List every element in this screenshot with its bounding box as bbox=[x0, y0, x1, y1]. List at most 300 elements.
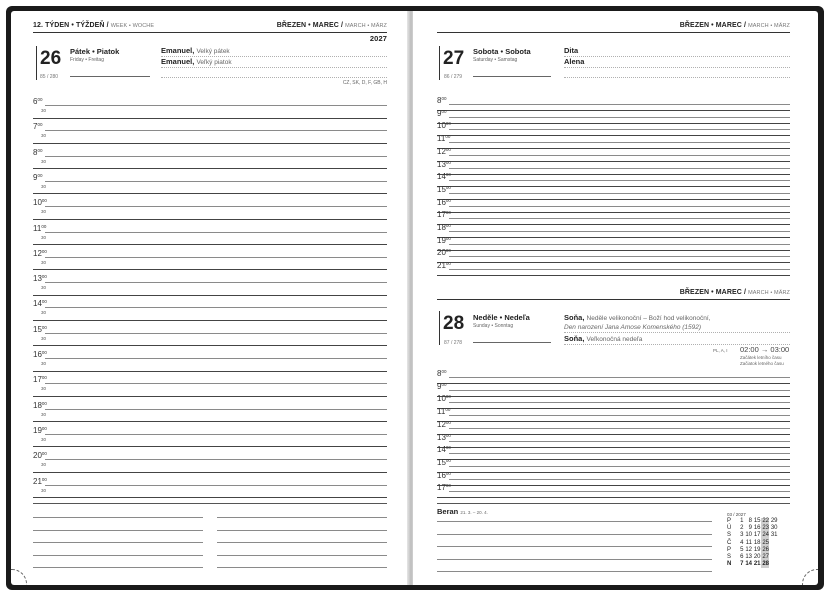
name-sk: Alena bbox=[564, 57, 585, 66]
half-hour-label: 30 bbox=[41, 487, 47, 493]
name-sk: Soňa, bbox=[564, 334, 585, 343]
hour-minutes: 00 bbox=[445, 121, 451, 127]
hour-line bbox=[45, 282, 387, 283]
hour-minutes: 00 bbox=[41, 400, 47, 406]
calendar-row bbox=[727, 518, 778, 525]
hour-line-bold bbox=[437, 497, 790, 498]
hour-minutes: 00 bbox=[41, 248, 47, 254]
hour-number: 9 bbox=[437, 381, 442, 391]
month-sublabel: MARCH • MÄRZ bbox=[345, 23, 387, 29]
hour-number: 18 bbox=[437, 223, 446, 232]
time-note-cz: Začátek letního času bbox=[740, 355, 782, 360]
calendar-day: 24 bbox=[762, 532, 769, 539]
hour-number: 19 bbox=[437, 235, 446, 245]
hour-label bbox=[437, 97, 446, 105]
hour-line bbox=[449, 453, 790, 454]
hour-line bbox=[449, 104, 790, 105]
note-line bbox=[33, 517, 203, 518]
half-hour-line bbox=[33, 421, 387, 422]
year-label: 2027 bbox=[369, 34, 387, 43]
hour-label bbox=[437, 370, 446, 378]
day-name: Sobota • Sobota bbox=[473, 47, 531, 56]
hour-line bbox=[449, 142, 790, 143]
hour-line bbox=[45, 383, 387, 384]
half-hour-label: 30 bbox=[41, 259, 47, 265]
hour-minutes: 00 bbox=[441, 369, 447, 374]
hour-minutes: 00 bbox=[41, 476, 47, 482]
name-cz: Emanuel, bbox=[161, 46, 195, 55]
calendar-row bbox=[727, 525, 778, 532]
note-line bbox=[437, 521, 712, 522]
calendar-row bbox=[727, 532, 778, 539]
half-hour-line bbox=[33, 168, 387, 169]
note-line bbox=[217, 517, 387, 518]
calendar-day: 6 bbox=[740, 554, 744, 561]
hour-line-bold bbox=[437, 148, 790, 149]
name-day-cz bbox=[161, 46, 230, 55]
calendar-day: 23 bbox=[762, 525, 769, 532]
hour-label bbox=[33, 174, 42, 182]
hour-number: 8 bbox=[33, 147, 38, 157]
half-hour-label: 30 bbox=[41, 411, 47, 417]
half-hour-label: 30 bbox=[41, 386, 47, 392]
hour-line bbox=[449, 180, 790, 181]
hour-number: 11 bbox=[437, 134, 446, 144]
day-name: Pátek • Piatok bbox=[70, 47, 120, 56]
mini-calendar-title: 03 / 2027 bbox=[727, 512, 746, 517]
name-day-sk bbox=[564, 57, 584, 66]
hour-minutes: 00 bbox=[445, 394, 451, 400]
hour-line-bold bbox=[437, 186, 790, 187]
half-hour-line bbox=[33, 446, 387, 447]
week-header bbox=[33, 22, 154, 29]
half-hour-label: 30 bbox=[41, 462, 47, 468]
hour-number: 20 bbox=[437, 248, 446, 258]
hour-number: 15 bbox=[437, 457, 446, 467]
hour-line-bold bbox=[437, 472, 790, 473]
hour-minutes: 00 bbox=[41, 451, 47, 457]
hour-minutes: 00 bbox=[445, 483, 451, 489]
hour-line bbox=[45, 333, 387, 334]
hour-minutes: 00 bbox=[445, 197, 451, 203]
hour-line-bold bbox=[437, 224, 790, 225]
hour-number: 11 bbox=[437, 407, 446, 417]
name-sk: Emanuel, bbox=[161, 57, 195, 66]
calendar-day: 10 bbox=[745, 532, 752, 539]
hour-number: 12 bbox=[437, 419, 446, 429]
hour-number: 12 bbox=[33, 248, 42, 258]
half-hour-line bbox=[33, 244, 387, 245]
holiday-cz: Neděle velikonoční – Boží hod velikonoční, bbox=[586, 315, 711, 322]
hour-line bbox=[449, 256, 790, 257]
day-name: Neděle • Nedeľa bbox=[473, 313, 530, 322]
hour-number: 15 bbox=[33, 324, 42, 334]
hour-minutes: 00 bbox=[41, 375, 47, 381]
hour-line bbox=[45, 434, 387, 435]
hour-minutes: 00 bbox=[445, 432, 451, 438]
hour-number: 21 bbox=[437, 261, 446, 271]
calendar-row bbox=[727, 554, 778, 561]
half-hour-line bbox=[33, 371, 387, 372]
hour-label bbox=[33, 98, 42, 106]
hour-line bbox=[45, 130, 387, 131]
hour-minutes: 00 bbox=[445, 261, 451, 267]
hour-line bbox=[449, 441, 790, 442]
calendar-day: 4 bbox=[740, 539, 744, 546]
hour-minutes: 00 bbox=[445, 470, 451, 476]
hour-line-bold bbox=[437, 421, 790, 422]
hour-line bbox=[45, 232, 387, 233]
day-bar bbox=[439, 311, 440, 345]
calendar-day: 27 bbox=[762, 554, 769, 561]
hour-minutes: 00 bbox=[37, 172, 43, 178]
hour-number: 16 bbox=[437, 470, 446, 480]
hour-minutes: 00 bbox=[445, 407, 451, 413]
hour-line bbox=[449, 428, 790, 429]
hour-minutes: 00 bbox=[37, 97, 43, 102]
name-cz: Dita bbox=[564, 46, 579, 55]
hour-number: 17 bbox=[437, 210, 446, 220]
hour-line bbox=[45, 181, 387, 182]
note-line bbox=[33, 567, 203, 568]
note-line bbox=[437, 546, 712, 547]
hour-number: 6 bbox=[33, 97, 38, 106]
hour-number: 14 bbox=[437, 172, 446, 182]
hour-line bbox=[449, 231, 790, 232]
calendar-day bbox=[769, 554, 778, 561]
hour-minutes: 00 bbox=[41, 274, 47, 280]
hour-number: 16 bbox=[437, 197, 446, 207]
hour-line-bold bbox=[437, 459, 790, 460]
hour-line bbox=[449, 129, 790, 130]
hour-number: 13 bbox=[437, 432, 446, 442]
hour-number: 7 bbox=[33, 122, 38, 132]
day-subname: Sunday • Sonntag bbox=[473, 323, 514, 329]
header-rule bbox=[437, 299, 790, 300]
mini-calendar-grid bbox=[727, 518, 778, 568]
day-bar bbox=[36, 46, 37, 80]
calendar-weekday: S bbox=[727, 554, 732, 561]
calendar-day: 14 bbox=[745, 561, 752, 568]
day-bar bbox=[439, 46, 440, 80]
hour-label bbox=[437, 110, 446, 118]
hour-minutes: 00 bbox=[37, 147, 43, 153]
hour-line bbox=[449, 415, 790, 416]
calendar-day: 16 bbox=[753, 525, 761, 532]
calendar-day: 31 bbox=[770, 532, 778, 539]
name-day-sk bbox=[564, 334, 642, 343]
hour-minutes: 00 bbox=[41, 425, 47, 431]
hour-label bbox=[33, 149, 42, 157]
calendar-weekday: Ú bbox=[727, 525, 732, 532]
calendar-weekday: P bbox=[727, 518, 732, 524]
month-header-2 bbox=[680, 289, 790, 296]
hour-line bbox=[449, 193, 790, 194]
hour-label bbox=[33, 123, 42, 131]
calendar-day: 8 bbox=[748, 518, 752, 524]
hour-line bbox=[449, 269, 790, 270]
half-hour-label: 30 bbox=[41, 158, 47, 164]
hour-line bbox=[449, 206, 790, 207]
hour-minutes: 00 bbox=[445, 445, 451, 451]
hour-number: 16 bbox=[33, 350, 42, 359]
hour-minutes: 00 bbox=[445, 457, 451, 463]
hour-minutes: 00 bbox=[41, 324, 47, 330]
day-number: 27 bbox=[443, 48, 465, 69]
half-hour-label: 30 bbox=[41, 234, 47, 240]
calendar-day: 26 bbox=[762, 546, 769, 553]
hour-line-bold bbox=[437, 161, 790, 162]
day-index: 86 / 279 bbox=[444, 74, 463, 80]
day-index: 87 / 278 bbox=[444, 340, 463, 346]
holiday-sk: Veľkonočná nedeľa bbox=[586, 336, 643, 343]
hour-number: 10 bbox=[33, 198, 42, 208]
calendar-weekday: Č bbox=[727, 539, 732, 546]
hour-label bbox=[437, 383, 446, 391]
country-codes: CZ, SK, D, F, GB, H bbox=[342, 80, 387, 86]
time-note-sk: Začiatok letného času bbox=[740, 361, 784, 366]
name-cz: Soňa, bbox=[564, 313, 585, 322]
hour-minutes: 00 bbox=[441, 108, 447, 114]
calendar-day: 28 bbox=[762, 561, 769, 568]
day-underline bbox=[70, 76, 150, 77]
zodiac-name: Beran bbox=[437, 507, 459, 516]
half-hour-label: 30 bbox=[41, 108, 47, 113]
hour-minutes: 00 bbox=[445, 419, 451, 425]
month-header bbox=[680, 22, 790, 29]
month-label: BŘEZEN • MAREC / bbox=[276, 22, 344, 29]
day-subname: Friday • Freitag bbox=[70, 57, 104, 63]
country-codes: PL, A, I bbox=[713, 348, 728, 353]
hour-line-bold bbox=[437, 434, 790, 435]
name-rule bbox=[564, 77, 790, 78]
name-rule bbox=[564, 56, 790, 57]
hour-number: 17 bbox=[33, 375, 42, 385]
half-hour-line bbox=[33, 497, 387, 498]
right-page bbox=[413, 11, 818, 585]
header-rule bbox=[437, 32, 790, 33]
month-sublabel: MARCH • MÄRZ bbox=[748, 290, 790, 296]
hour-line bbox=[449, 491, 790, 492]
hour-number: 8 bbox=[437, 96, 442, 105]
calendar-day: 15 bbox=[753, 518, 761, 524]
calendar-weekday: P bbox=[727, 546, 732, 553]
day-number: 26 bbox=[40, 48, 62, 69]
hour-number: 9 bbox=[437, 108, 442, 118]
name-rule bbox=[161, 67, 387, 68]
half-hour-label: 30 bbox=[41, 361, 47, 366]
half-hour-line bbox=[33, 345, 387, 346]
holiday-sk: Veľký piatok bbox=[196, 59, 232, 66]
calendar-day: 30 bbox=[770, 525, 778, 532]
half-hour-line bbox=[33, 295, 387, 296]
half-hour-line bbox=[33, 472, 387, 473]
note-line bbox=[217, 567, 387, 568]
header-rule bbox=[33, 32, 387, 33]
hour-number: 14 bbox=[437, 445, 446, 455]
half-hour-label: 30 bbox=[41, 310, 47, 316]
month-sublabel: MARCH • MÄRZ bbox=[748, 23, 790, 29]
calendar-day: 22 bbox=[762, 518, 769, 524]
half-hour-line bbox=[33, 396, 387, 397]
notes-rule bbox=[437, 503, 790, 504]
hour-line bbox=[449, 479, 790, 480]
hour-number: 15 bbox=[437, 184, 446, 194]
zodiac-sign bbox=[437, 507, 488, 516]
calendar-weekday: N bbox=[727, 561, 732, 568]
calendar-day: 2 bbox=[740, 525, 744, 532]
name-day-cz bbox=[564, 313, 710, 322]
hour-line bbox=[449, 244, 790, 245]
calendar-day: 17 bbox=[753, 532, 761, 539]
hour-line-bold bbox=[437, 110, 790, 111]
hour-minutes: 00 bbox=[445, 223, 451, 228]
hour-line bbox=[449, 466, 790, 467]
hour-line-bold bbox=[437, 135, 790, 136]
hour-line bbox=[449, 218, 790, 219]
calendar-day: 11 bbox=[745, 539, 752, 546]
calendar-weekday: S bbox=[727, 532, 732, 539]
note-line bbox=[437, 571, 712, 572]
day-underline bbox=[473, 76, 551, 77]
hour-minutes: 00 bbox=[441, 96, 447, 101]
hour-line bbox=[449, 155, 790, 156]
note-line bbox=[33, 542, 203, 543]
calendar-row bbox=[727, 540, 778, 547]
day-subname: Saturday • Samstag bbox=[473, 57, 518, 63]
hour-minutes: 00 bbox=[41, 350, 47, 355]
hour-line bbox=[449, 168, 790, 169]
name-rule bbox=[564, 332, 790, 333]
day-underline bbox=[473, 342, 551, 343]
hour-number: 10 bbox=[437, 394, 446, 404]
half-hour-label: 30 bbox=[41, 285, 47, 291]
calendar-day bbox=[769, 540, 778, 547]
notes-rule bbox=[33, 503, 387, 504]
month-header bbox=[277, 22, 387, 29]
hour-line bbox=[45, 307, 387, 308]
hour-number: 13 bbox=[33, 274, 42, 284]
hour-minutes: 00 bbox=[41, 198, 47, 204]
perforated-corner bbox=[11, 569, 27, 585]
calendar-day: 29 bbox=[770, 518, 778, 524]
day-number: 28 bbox=[443, 313, 465, 334]
calendar-day bbox=[769, 561, 778, 568]
hour-minutes: 00 bbox=[37, 122, 43, 128]
hour-minutes: 00 bbox=[445, 134, 451, 140]
half-hour-line bbox=[33, 193, 387, 194]
note-line bbox=[217, 542, 387, 543]
hour-line bbox=[45, 156, 387, 157]
hour-line bbox=[449, 117, 790, 118]
hour-line-bold bbox=[437, 383, 790, 384]
name-day-cz bbox=[564, 46, 578, 55]
calendar-row bbox=[727, 561, 778, 568]
hour-line bbox=[45, 459, 387, 460]
hour-line-bold bbox=[437, 237, 790, 238]
hour-number: 21 bbox=[33, 476, 42, 486]
hour-minutes: 00 bbox=[445, 235, 451, 241]
hour-line-bold bbox=[437, 199, 790, 200]
note-line bbox=[33, 555, 203, 556]
note-line bbox=[437, 559, 712, 560]
hour-line bbox=[45, 206, 387, 207]
note-line bbox=[217, 530, 387, 531]
hour-number: 12 bbox=[437, 146, 446, 156]
hour-line bbox=[45, 485, 387, 486]
day-index: 85 / 280 bbox=[40, 74, 59, 80]
calendar-day: 9 bbox=[748, 525, 752, 532]
hour-number: 13 bbox=[437, 159, 446, 169]
calendar-day: 13 bbox=[745, 554, 752, 561]
half-hour-line bbox=[33, 219, 387, 220]
hour-line-bold bbox=[437, 262, 790, 263]
half-hour-line bbox=[33, 269, 387, 270]
week-sublabel: WEEK • WOCHE bbox=[110, 23, 155, 29]
hour-number: 11 bbox=[33, 223, 42, 233]
hour-line bbox=[449, 390, 790, 391]
time-change: 02:00 → 03:00 bbox=[740, 345, 790, 354]
calendar-day: 1 bbox=[740, 518, 744, 524]
name-rule bbox=[564, 67, 790, 68]
name-rule bbox=[161, 77, 387, 78]
calendar-day: 3 bbox=[740, 532, 744, 539]
calendar-day bbox=[769, 547, 778, 554]
half-hour-label: 30 bbox=[41, 209, 47, 215]
name-day-note bbox=[564, 322, 701, 331]
hour-minutes: 00 bbox=[41, 299, 47, 305]
hour-line bbox=[45, 409, 387, 410]
half-hour-line bbox=[33, 320, 387, 321]
hour-number: 10 bbox=[437, 121, 446, 131]
hour-minutes: 00 bbox=[445, 159, 451, 165]
calendar-day: 7 bbox=[740, 561, 744, 568]
calendar-day: 21 bbox=[753, 561, 761, 568]
hour-line-bold bbox=[437, 408, 790, 409]
hour-number: 14 bbox=[33, 299, 42, 309]
hour-line bbox=[449, 377, 790, 378]
holiday-cz: Velký pátek bbox=[196, 48, 230, 55]
zodiac-dates: 21. 3. – 20. 4. bbox=[460, 510, 488, 515]
name-day-sk bbox=[161, 57, 232, 66]
calendar-day: 12 bbox=[745, 546, 752, 553]
note-line bbox=[437, 534, 712, 535]
hour-number: 9 bbox=[33, 172, 38, 182]
half-hour-label: 30 bbox=[41, 335, 47, 341]
hour-minutes: 00 bbox=[445, 210, 451, 216]
calendar-day: 25 bbox=[762, 539, 769, 546]
half-hour-line bbox=[33, 143, 387, 144]
half-hour-line bbox=[33, 118, 387, 119]
hour-line bbox=[45, 358, 387, 359]
half-hour-label: 30 bbox=[41, 183, 47, 189]
calendar-day: 5 bbox=[740, 546, 744, 553]
hour-minutes: 00 bbox=[445, 146, 451, 152]
hour-number: 19 bbox=[33, 425, 42, 435]
hour-number: 20 bbox=[33, 451, 42, 461]
calendar-day: 20 bbox=[753, 554, 761, 561]
note-line bbox=[33, 530, 203, 531]
hour-line bbox=[45, 105, 387, 106]
hour-number: 18 bbox=[33, 400, 42, 410]
hour-minutes: 00 bbox=[445, 172, 451, 178]
half-hour-label: 30 bbox=[41, 436, 47, 442]
month-label: BŘEZEN • MAREC / bbox=[679, 289, 747, 296]
mini-calendar bbox=[727, 512, 778, 568]
birthday-note: Den narození Jana Amose Komenského (1592) bbox=[564, 324, 702, 331]
half-hour-label: 30 bbox=[41, 133, 47, 139]
hour-number: 8 bbox=[437, 369, 442, 378]
